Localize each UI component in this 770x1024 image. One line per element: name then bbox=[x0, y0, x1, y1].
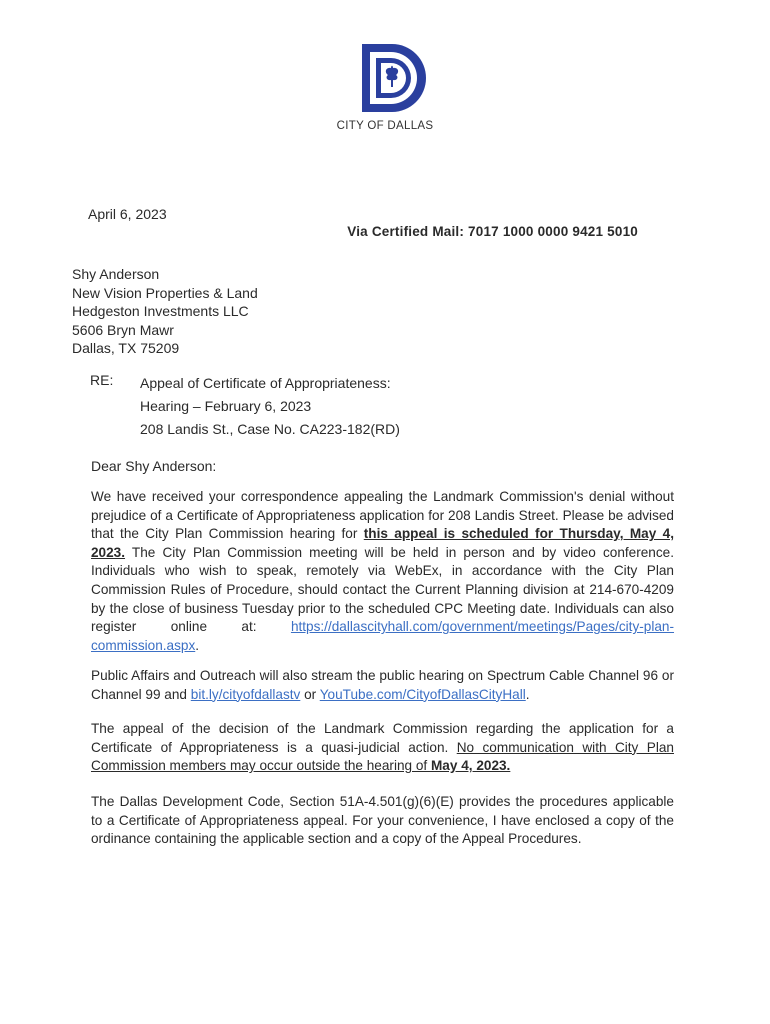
p1-hearing-date: this appeal is scheduled for Thursday, May 4, 2023. bbox=[91, 526, 674, 560]
recipient-address bbox=[72, 265, 258, 358]
re-subject bbox=[140, 372, 400, 441]
re-label: RE: bbox=[90, 372, 114, 388]
paragraph-stream-notice bbox=[91, 667, 674, 704]
re-line-3: 208 Landis St., Case No. CA223-182(RD) bbox=[140, 421, 400, 437]
p1-text-a: We have received your correspondence appealing the Landmark Commission's denial without prejudice of a Certificate of Appropriateness application for 208 Landis Street. Please be advised that the City Plan Commission hearing for bbox=[91, 489, 674, 542]
p3-no-communication: No communication with City Plan Commission members may occur outside the hearing of bbox=[91, 739, 674, 774]
recipient-company-2: Hedgeston Investments LLC bbox=[72, 303, 249, 319]
p1-text-b: The City Plan Commission meeting will be held in person and by video conference. Individuals who wish to speak, remotely via WebEx, in accordance with the City Plan Commission Rules of Procedure, should contact the Current Planning division at 214-670-4209 by the close of business Tuesday prior to the scheduled CPC Meeting date. Individuals can also register online at: bbox=[91, 544, 674, 635]
re-line-2: Hearing – February 6, 2023 bbox=[140, 398, 312, 414]
paragraph-hearing-notice bbox=[91, 488, 674, 655]
recipient-name: Shy Anderson bbox=[72, 266, 160, 282]
city-name: CITY OF DALLAS bbox=[336, 120, 434, 132]
letter-date: April 6, 2023 bbox=[88, 206, 167, 222]
re-line-1: Appeal of Certificate of Appropriateness: bbox=[140, 375, 391, 391]
paragraph-quasi-judicial bbox=[91, 720, 674, 776]
recipient-city: Dallas, TX 75209 bbox=[72, 340, 180, 356]
p2-text-mid: or bbox=[300, 686, 320, 702]
salutation: Dear Shy Anderson: bbox=[91, 458, 217, 474]
youtube-link[interactable]: YouTube.com/CityofDallasCityHall bbox=[319, 686, 526, 702]
p3-text-a: The appeal of the decision of the Landmark Commission regarding the application for a Certificate of Appropriateness is a quasi-judicial action. bbox=[91, 721, 674, 755]
cityofdallastv-link[interactable]: bit.ly/cityofdallastv bbox=[190, 686, 301, 702]
recipient-street: 5606 Bryn Mawr bbox=[72, 321, 174, 338]
recipient-company-1: New Vision Properties & Land bbox=[72, 284, 258, 301]
p2-text-a: Public Affairs and Outreach will also stream the public hearing on Spectrum Cable Channel 96 or Channel 99 and bbox=[91, 668, 674, 702]
p1-end: . bbox=[195, 637, 200, 653]
p3-hearing-date: May 4, 2023. bbox=[430, 758, 511, 774]
city-of-dallas-logo bbox=[358, 40, 432, 114]
p2-end: . bbox=[525, 686, 530, 702]
certified-mail-number: Via Certified Mail: 7017 1000 0000 9421 5010 bbox=[347, 224, 638, 239]
paragraph-development-code: The Dallas Development Code, Section 51A-4.501(g)(6)(E) provides the procedures applicable to a Certificate of Appropriateness appeal. For your convenience, I have enclosed a copy of the ordinance containing the applicable section and a copy of the Appeal Procedures. bbox=[91, 794, 674, 847]
cpc-registration-link[interactable]: https://dallascityhall.com/government/meetings/Pages/city-plan-commission.aspx bbox=[91, 619, 675, 653]
